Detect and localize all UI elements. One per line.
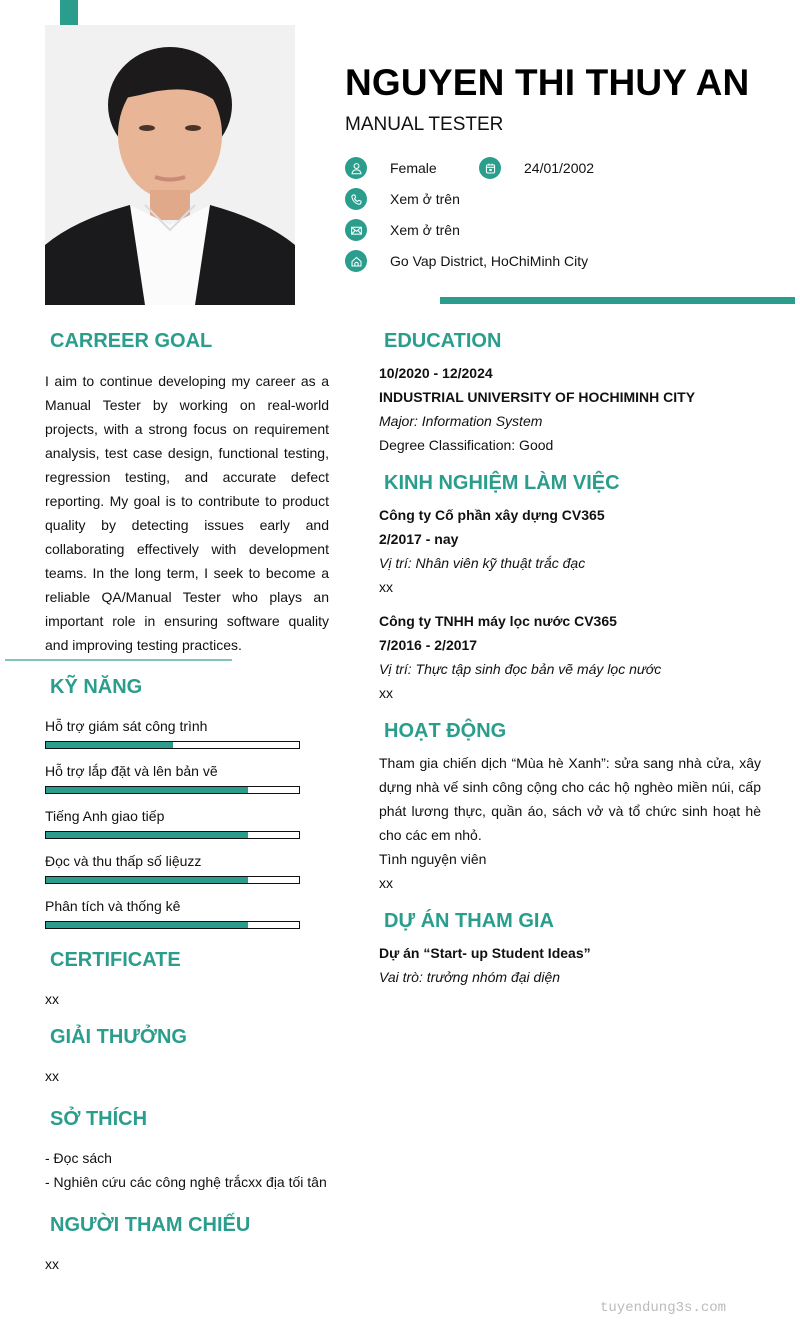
skill-label: Hỗ trợ lắp đặt và lên bản vẽ [45, 763, 218, 779]
watermark: tuyendung3s.com [600, 1300, 727, 1316]
experience-heading: KINH NGHIỆM LÀM VIỆC [384, 472, 620, 494]
skills-heading: KỸ NĂNG [50, 676, 143, 698]
hobby-item: - Đọc sách [45, 1150, 112, 1166]
activities-role: Tình nguyện viên [379, 851, 487, 867]
projects-heading: DỰ ÁN THAM GIA [384, 910, 554, 932]
hobbies-heading: SỞ THÍCH [50, 1108, 148, 1130]
experience-period: 7/2016 - 2/2017 [379, 637, 478, 653]
experience-description: xx [379, 579, 393, 595]
header-divider [440, 297, 795, 304]
awards-text: xx [45, 1068, 59, 1084]
skill-bar [45, 921, 300, 929]
project-role: Vai trò: trưởng nhóm đại diện [379, 969, 561, 985]
activities-extra: xx [379, 875, 393, 891]
address-value: Go Vap District, HoChiMinh City [390, 253, 589, 269]
phone-row [345, 188, 460, 210]
education-period: 10/2020 - 12/2024 [379, 365, 493, 381]
gender-row [345, 157, 437, 179]
skill-bar [45, 831, 300, 839]
birthdate-row [479, 157, 594, 179]
candidate-name: NGUYEN THI THUY AN [345, 62, 750, 103]
certificate-text: xx [45, 991, 59, 1007]
mail-icon [345, 219, 367, 241]
user-icon [345, 157, 367, 179]
skill-fill [46, 787, 248, 793]
skill-label: Đọc và thu thấp số liệuzz [45, 853, 202, 869]
phone-icon [345, 188, 367, 210]
education-degree: Degree Classification: Good [379, 437, 554, 453]
profile-photo [45, 25, 295, 305]
references-text: xx [45, 1256, 59, 1272]
skill-label: Tiếng Anh giao tiếp [45, 808, 165, 824]
email-value[interactable]: Xem ở trên [390, 222, 460, 238]
phone-value[interactable]: Xem ở trên [390, 191, 460, 207]
calendar-icon [479, 157, 501, 179]
skill-fill [46, 742, 173, 748]
experience-position: Vị trí: Thực tập sinh đọc bản vẽ máy lọc nước [379, 661, 662, 677]
email-row [345, 219, 460, 241]
education-heading: EDUCATION [384, 330, 502, 352]
skill-bar [45, 876, 300, 884]
skill-fill [46, 877, 248, 883]
skill-fill [46, 832, 248, 838]
skill-bar [45, 741, 300, 749]
certificate-heading: CERTIFICATE [50, 949, 181, 971]
experience-period: 2/2017 - nay [379, 531, 459, 547]
address-row [345, 250, 588, 272]
left-divider [5, 659, 232, 661]
experience-company: Công ty TNHH máy lọc nước CV365 [379, 613, 617, 629]
project-name: Dự án “Start- up Student Ideas” [379, 945, 591, 961]
career-goal-text: I aim to continue developing my career as a Manual Tester by working on real-world projects, with a strong focus on requirement analysis, test case design, functional testing, regression testing, and accurate defect reporting. My goal is to contribute to product quality by detecting issues early and collaborating effectively with development teams. In the long term, I seek to become a reliable QA/Manual Tester who plays an important role in ensuring software quality and improving testing practices. [45, 373, 329, 653]
activities-text: Tham gia chiến dịch “Mùa hè Xanh”: sửa sang nhà cửa, xây dựng nhà vế sinh công cộng cho các hộ nghèo miền núi, cấp phát lương thực, quần áo, sách vở và tổ chức sinh hoạt hè cho các em nhỏ. [379, 755, 761, 843]
references-heading: NGƯỜI THAM CHIẾU [50, 1214, 251, 1236]
job-title: MANUAL TESTER [345, 114, 504, 135]
experience-position: Vị trí: Nhân viên kỹ thuật trắc đạc [379, 555, 586, 571]
activities-heading: HOẠT ĐỘNG [384, 720, 507, 742]
home-icon [345, 250, 367, 272]
career-goal-heading: CARREER GOAL [50, 330, 213, 352]
hobby-item: - Nghiên cứu các công nghệ trắcxx địa tối tân [45, 1174, 327, 1190]
skill-bar [45, 786, 300, 794]
experience-description: xx [379, 685, 393, 701]
education-major: Major: Information System [379, 413, 543, 429]
education-school: INDUSTRIAL UNIVERSITY OF HOCHIMINH CITY [379, 389, 696, 405]
gender-value: Female [390, 160, 437, 176]
birthdate-value: 24/01/2002 [524, 160, 595, 176]
skill-label: Hỗ trợ giám sát công trình [45, 718, 208, 734]
awards-heading: GIẢI THƯỞNG [50, 1026, 187, 1048]
skill-label: Phân tích và thống kê [45, 898, 181, 914]
experience-company: Công ty Cố phần xây dựng CV365 [379, 507, 605, 523]
skill-fill [46, 922, 248, 928]
